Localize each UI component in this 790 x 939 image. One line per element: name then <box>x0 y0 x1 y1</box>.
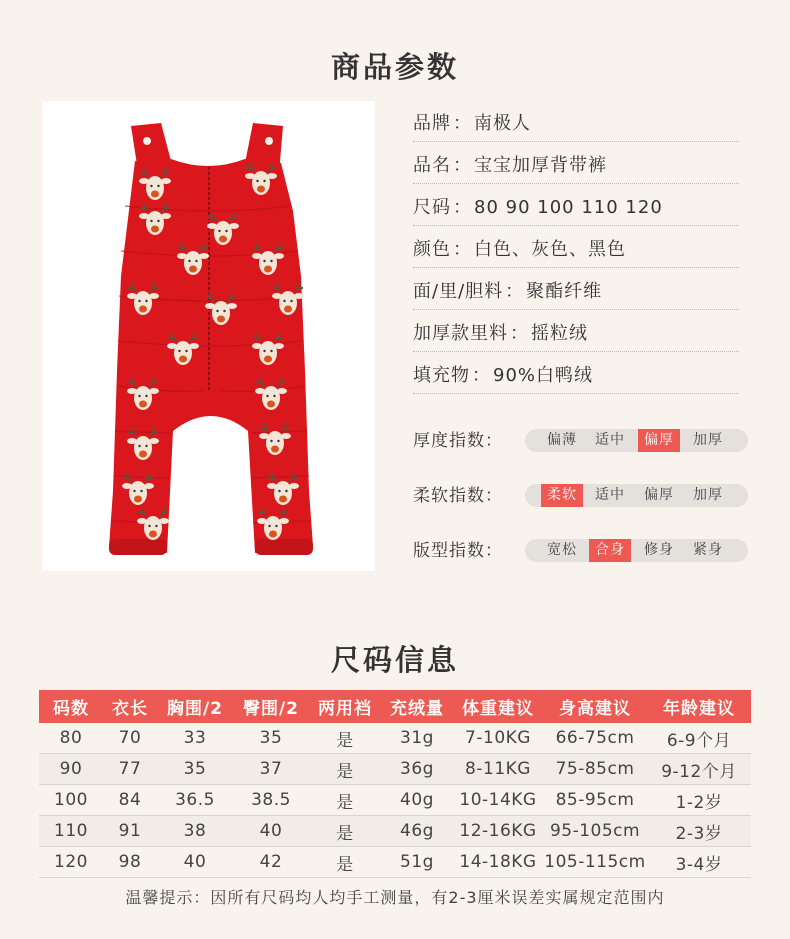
size-table <box>39 690 751 878</box>
table-cell: 80 <box>39 723 103 754</box>
table-cell: 40 <box>157 847 233 878</box>
table-cell: 95-105cm <box>543 816 647 847</box>
table-cell: 120 <box>39 847 103 878</box>
param-value: 80 90 100 110 120 <box>474 197 663 218</box>
column-header: 臀围/2 <box>233 690 309 723</box>
param-label: 品名 <box>413 155 451 176</box>
table-cell: 38.5 <box>233 785 309 816</box>
table-cell: 46g <box>381 816 453 847</box>
table-cell: 35 <box>233 723 309 754</box>
index-label: 柔软指数： <box>413 486 503 506</box>
table-cell: 是 <box>309 723 381 754</box>
index-label: 版型指数： <box>413 541 503 561</box>
table-cell: 是 <box>309 754 381 785</box>
table-cell: 110 <box>39 816 103 847</box>
table-cell: 8-11KG <box>453 754 543 785</box>
overalls-illustration <box>43 101 375 571</box>
table-cell: 91 <box>103 816 157 847</box>
column-header: 充绒量 <box>381 690 453 723</box>
column-header: 身高建议 <box>543 690 647 723</box>
param-label: 颜色 <box>413 239 451 260</box>
index-option: 偏厚 <box>644 487 674 503</box>
param-value: 南极人 <box>474 113 531 134</box>
param-sizes: 尺码 ： 80 90 100 110 120 <box>413 191 739 226</box>
param-value: 摇粒绒 <box>531 323 588 344</box>
column-header: 码数 <box>39 690 103 723</box>
column-header: 衣长 <box>103 690 157 723</box>
table-cell: 36g <box>381 754 453 785</box>
table-cell: 42 <box>233 847 309 878</box>
index-option: 适中 <box>595 487 625 503</box>
param-value: 宝宝加厚背带裤 <box>474 155 607 176</box>
index-scale <box>525 429 748 452</box>
table-cell: 105-115cm <box>543 847 647 878</box>
param-value: 白色、灰色、黑色 <box>474 239 626 260</box>
table-cell: 90 <box>39 754 103 785</box>
table-cell: 31g <box>381 723 453 754</box>
table-cell: 75-85cm <box>543 754 647 785</box>
table-cell: 2-3岁 <box>647 816 751 847</box>
index-option: 紧身 <box>693 542 723 558</box>
param-brand: 品牌 ： 南极人 <box>413 107 739 142</box>
param-label: 尺码 <box>413 197 451 218</box>
table-cell: 33 <box>157 723 233 754</box>
index-option: 加厚 <box>693 432 723 448</box>
table-cell: 10-14KG <box>453 785 543 816</box>
param-filling: 填充物 ： 90%白鸭绒 <box>413 359 739 394</box>
column-header: 年龄建议 <box>647 690 751 723</box>
param-label: 品牌 <box>413 113 451 134</box>
column-header: 体重建议 <box>453 690 543 723</box>
param-label: 面/里/胆料 <box>413 281 504 302</box>
table-cell: 是 <box>309 847 381 878</box>
index-option: 宽松 <box>547 542 577 558</box>
table-cell: 40g <box>381 785 453 816</box>
column-header: 胸围/2 <box>157 690 233 723</box>
table-cell: 40 <box>233 816 309 847</box>
table-cell: 1-2岁 <box>647 785 751 816</box>
index-scale <box>525 539 748 562</box>
table-row <box>39 785 751 816</box>
table-cell: 36.5 <box>157 785 233 816</box>
param-label: 填充物 <box>413 365 470 386</box>
params-section-title: 商品参数 <box>330 50 459 84</box>
table-cell: 6-9个月 <box>647 723 751 754</box>
param-lining: 加厚款里料 ： 摇粒绒 <box>413 317 739 352</box>
index-scale <box>525 484 748 507</box>
table-cell: 35 <box>157 754 233 785</box>
table-cell: 14-18KG <box>453 847 543 878</box>
index-option-selected: 偏厚 <box>638 429 680 452</box>
index-option-selected: 柔软 <box>541 484 583 507</box>
table-cell: 85-95cm <box>543 785 647 816</box>
table-cell: 是 <box>309 785 381 816</box>
index-option: 加厚 <box>693 487 723 503</box>
index-option: 偏薄 <box>547 432 577 448</box>
table-cell: 是 <box>309 816 381 847</box>
table-cell: 98 <box>103 847 157 878</box>
index-label: 厚度指数： <box>413 431 503 451</box>
table-cell: 3-4岁 <box>647 847 751 878</box>
table-cell: 84 <box>103 785 157 816</box>
table-row <box>39 723 751 754</box>
param-product-name: 品名 ： 宝宝加厚背带裤 <box>413 149 739 184</box>
param-value: 聚酯纤维 <box>526 281 603 302</box>
table-cell: 100 <box>39 785 103 816</box>
table-cell: 51g <box>381 847 453 878</box>
table-cell: 7-10KG <box>453 723 543 754</box>
table-header-row <box>39 690 751 723</box>
table-row <box>39 847 751 878</box>
table-cell: 70 <box>103 723 157 754</box>
table-cell: 66-75cm <box>543 723 647 754</box>
size-section-title: 尺码信息 <box>330 643 459 677</box>
param-fabric: 面/里/胆料 ： 聚酯纤维 <box>413 275 739 310</box>
table-cell: 9-12个月 <box>647 754 751 785</box>
index-option: 适中 <box>595 432 625 448</box>
index-option: 修身 <box>644 542 674 558</box>
table-row <box>39 816 751 847</box>
table-cell: 12-16KG <box>453 816 543 847</box>
param-label: 加厚款里料 <box>413 323 508 344</box>
param-value: 90%白鸭绒 <box>493 365 594 386</box>
column-header: 两用裆 <box>309 690 381 723</box>
size-tip: 温馨提示：因所有尺码均人均手工测量，有2-3厘米误差实属规定范围内 <box>125 888 665 907</box>
table-cell: 37 <box>233 754 309 785</box>
product-image <box>43 101 375 571</box>
param-colors: 颜色 ： 白色、灰色、黑色 <box>413 233 739 268</box>
table-cell: 77 <box>103 754 157 785</box>
index-option-selected: 合身 <box>589 539 631 562</box>
table-row <box>39 754 751 785</box>
table-cell: 38 <box>157 816 233 847</box>
